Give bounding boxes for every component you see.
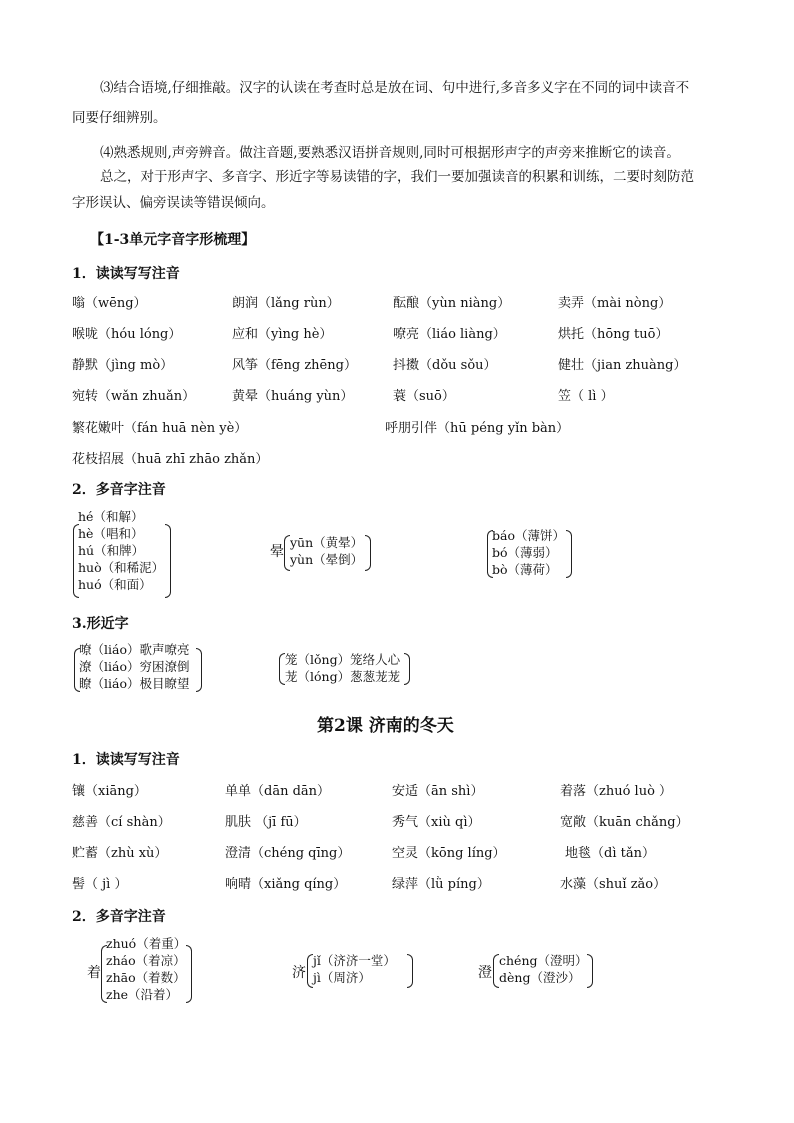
pronunciation-line: báo（薄饼） [492, 528, 565, 543]
zhe-pronunciation-group [106, 935, 186, 1003]
pronunciation-line: yùn（晕倒） [290, 552, 364, 567]
similar-char-line: 潦（liáo）穷困潦倒 [79, 659, 190, 674]
vocab-item: 镶（xiāng） [72, 784, 147, 799]
unit-read-title: 1．读读写写注音 [72, 266, 180, 282]
vocab-item: 应和（yìng hè） [232, 327, 333, 342]
right-brace [587, 954, 593, 988]
pronunciation-line: zhāo（着数） [106, 970, 186, 985]
vocab-item: 空灵（kōng líng） [392, 846, 506, 861]
vocab-item: 朗润（lǎng rùn） [232, 296, 340, 311]
vocab-item: 肌肤 （jī fū） [225, 815, 307, 830]
vocab-item: 抖擞（dǒu sǒu） [393, 358, 497, 373]
vocab-item: 嗡（wēng） [72, 296, 147, 311]
vocab-item: 宛转（wǎn zhuǎn） [72, 389, 196, 404]
he-pronunciation-group [78, 508, 164, 593]
lesson2-read-title: 1．读读写写注音 [72, 752, 180, 768]
deng-pronunciation-group [499, 952, 588, 986]
right-brace [186, 945, 192, 1003]
vocab-item: 水藻（shuǐ zǎo） [560, 877, 667, 892]
vocab-item: 静默（jìng mò） [72, 358, 174, 373]
pronunciation-line: bò（薄荷） [492, 562, 558, 577]
pronunciation-line: huò（和稀泥） [78, 560, 165, 575]
vocab-item: 花枝招展（huā zhī zhāo zhǎn） [72, 452, 269, 467]
vocab-item: 喉咙（hóu lóng） [72, 327, 182, 342]
unit-similar-title: 3.形近字 [72, 616, 129, 632]
vocab-item: 健壮（jian zhuàng） [558, 358, 687, 373]
similar-char-line: 瞭（liáo）极目瞭望 [79, 676, 190, 691]
vocab-item: 单单（dān dān） [225, 784, 331, 799]
vocab-item: 蓑（suō） [393, 389, 455, 404]
vocab-item: 呼朋引伴（hū péng yǐn bàn） [385, 421, 570, 436]
pronunciation-line: huó（和面） [78, 577, 152, 592]
yun-char: 晕 [270, 544, 284, 560]
pronunciation-line: yūn（黄晕） [290, 535, 364, 550]
right-brace [365, 535, 371, 571]
vocab-item: 慈善（cí shàn） [72, 815, 171, 830]
vocab-item: 秀气（xiù qì） [392, 815, 481, 830]
similar-char-line: 笼（lǒng）笼络人心 [285, 652, 401, 667]
ji-char: 济 [292, 965, 306, 981]
vocab-item: 贮蓄（zhù xù） [72, 846, 168, 861]
vocab-item: 宽敞（kuān chǎng） [560, 815, 689, 830]
right-brace [566, 530, 572, 578]
vocab-item: 地毯（dì tǎn） [565, 846, 655, 861]
pronunciation-line: hé（和解） [78, 509, 144, 524]
ji-pronunciation-group [313, 952, 396, 986]
vocab-item: 绿萍（lǜ píng） [392, 877, 490, 892]
vocab-item: 髻（ jì ） [72, 877, 128, 892]
pronunciation-line: dèng（澄沙） [499, 970, 581, 985]
vocab-item: 着落（zhuó luò ） [560, 784, 673, 799]
vocab-item: 酝酿（yùn niàng） [393, 296, 511, 311]
intro-p3-line1: ⑶结合语境,仔细推敲。汉字的认读在考查时总是放在词、句中进行,多音多义字在不同的词中读音不 [100, 80, 690, 96]
pronunciation-line: bó（薄弱） [492, 545, 558, 560]
vocab-item: 繁花嫩叶（fán huā nèn yè） [72, 421, 248, 436]
intro-p4: ⑷熟悉规则,声旁辨音。做注音题,要熟悉汉语拼音规则,同时可根据形声字的声旁来推断它的读音。 [100, 145, 680, 161]
lesson-title: 第2课 济南的冬天 [317, 716, 454, 736]
right-brace [407, 954, 413, 988]
vocab-item: 卖弄（mài nòng） [558, 296, 672, 311]
pronunciation-line: zhuó（着重） [106, 936, 187, 951]
pronunciation-line: chéng（澄明） [499, 953, 588, 968]
pronunciation-line: jǐ（济济一堂） [313, 953, 396, 968]
liao-similar-group [79, 641, 189, 692]
vocab-item: 澄清（chéng qīng） [225, 846, 351, 861]
intro-summary-line1: 总之，对于形声字、多音字、形近字等易读错的字，我们一要加强读音的积累和训练，二要时刻防范 [100, 169, 694, 185]
vocab-item: 安适（ān shì） [392, 784, 484, 799]
intro-p3-line2: 同要仔细辨别。 [72, 110, 167, 126]
vocab-item: 风筝（fēng zhēng） [232, 358, 357, 373]
similar-char-line: 茏（lóng）葱葱茏茏 [285, 669, 401, 684]
vocab-item: 响晴（xiǎng qíng） [225, 877, 347, 892]
vocab-item: 黄晕（huáng yùn） [232, 389, 354, 404]
yun-pronunciation-group [290, 534, 363, 568]
deng-char: 澄 [478, 965, 492, 981]
pronunciation-line: zhe（沿着） [106, 987, 179, 1002]
right-brace [196, 648, 202, 692]
vocab-item: 烘托（hōng tuō） [558, 327, 669, 342]
bao-pronunciation-group [492, 527, 565, 578]
pronunciation-line: zháo（着凉） [106, 953, 186, 968]
long-similar-group [285, 651, 400, 685]
intro-summary-line2: 字形误认、偏旁误读等错误倾向。 [72, 195, 275, 211]
vocab-item: 笠（ lì ） [558, 389, 614, 404]
vocab-item: 嘹亮（liáo liàng） [393, 327, 506, 342]
right-brace [165, 524, 171, 598]
pronunciation-line: hè（唱和） [78, 526, 144, 541]
pronunciation-line: jì（周济） [313, 970, 371, 985]
similar-char-line: 嘹（liáo）歌声嘹亮 [79, 642, 190, 657]
unit-poly-title: 2．多音字注音 [72, 482, 166, 498]
pronunciation-line: hú（和牌） [78, 543, 145, 558]
lesson2-poly-title: 2．多音字注音 [72, 909, 166, 925]
unit-heading: 【1-3单元字音字形梳理】 [90, 232, 256, 248]
zhe-char: 着 [87, 965, 101, 981]
right-brace [404, 653, 410, 685]
